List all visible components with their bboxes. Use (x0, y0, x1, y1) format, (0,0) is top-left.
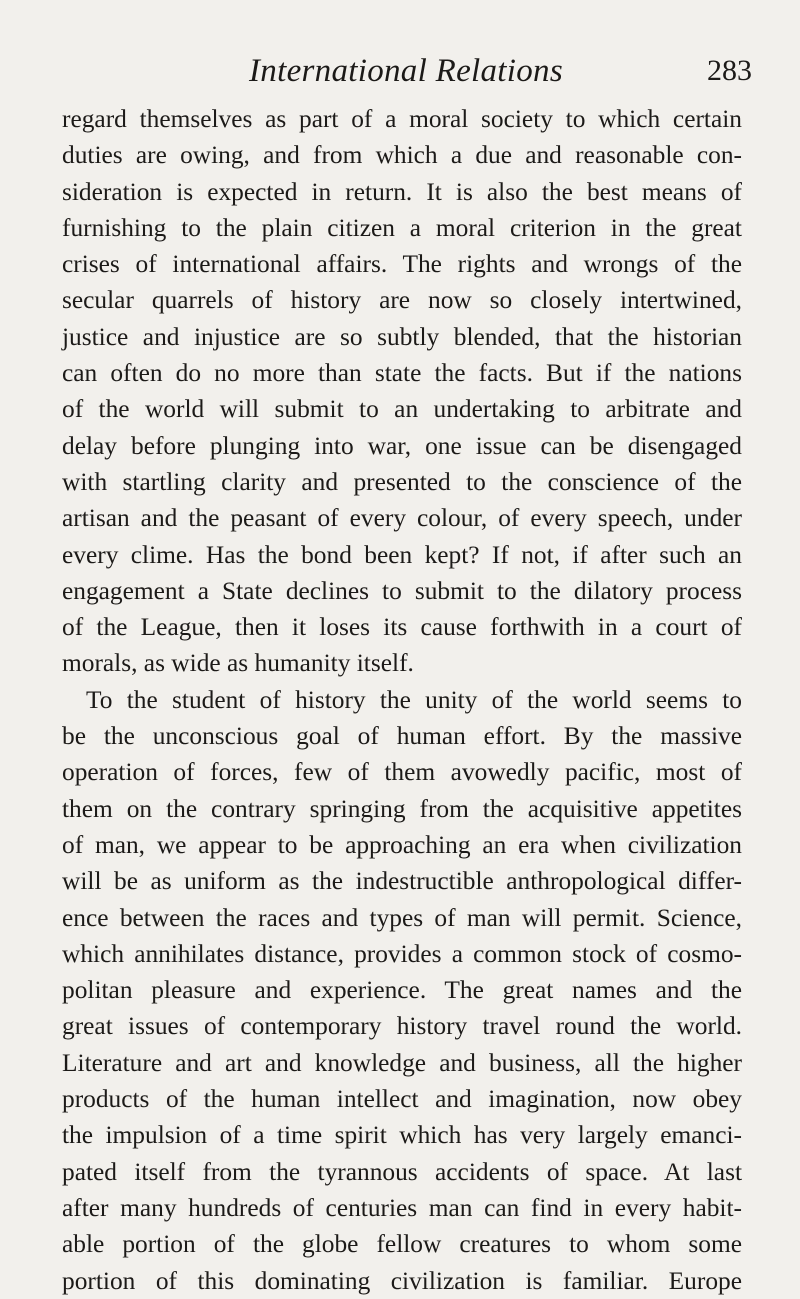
text-line: with startling clarity and presented to the conscience of the (62, 467, 742, 496)
text-line: delay before plunging into war, one issue can be disengaged (62, 431, 742, 460)
text-line: justice and injustice are so subtly blended, that the historian (62, 322, 742, 351)
text-line: duties are owing, and from which a due and reasonable con- (62, 141, 742, 170)
running-head (66, 46, 752, 96)
text-line: of the world will submit to an undertaking to arbitrate and (62, 395, 742, 424)
text-line: will be as uniform as the indestructible anthropological differ- (62, 867, 742, 896)
text-line: be the unconscious goal of human effort. By the massive (62, 722, 742, 751)
running-title: International Relations (249, 53, 563, 89)
text-line: of the League, then it loses its cause forthwith in a court of (62, 613, 742, 642)
text-line: products of the human intellect and imagination, now obey (62, 1085, 742, 1114)
text-line: them on the contrary springing from the acquisitive appetites (62, 794, 742, 823)
text-line: great issues of contemporary history travel round the world. (62, 1012, 742, 1041)
text-line: the impulsion of a time spirit which has very largely emanci- (62, 1121, 742, 1150)
text-line: of man, we appear to be approaching an era when civilization (62, 830, 742, 859)
paragraph-first-line: To the student of history the unity of the world seems to (86, 685, 742, 714)
text-line: pated itself from the tyrannous accidents of space. At last (62, 1157, 742, 1186)
text-line: secular quarrels of history are now so closely intertwined, (62, 286, 742, 315)
text-line: artisan and the peasant of every colour, of every speech, under (62, 504, 742, 533)
text-line: portion of this dominating civilization is familiar. Europe (62, 1266, 742, 1295)
text-line: Literature and art and knowledge and business, all the higher (62, 1048, 742, 1077)
text-line: which annihilates distance, provides a common stock of cosmo- (62, 939, 742, 968)
text-line: operation of forces, few of them avowedly pacific, most of (62, 758, 742, 787)
page-number: 283 (707, 54, 752, 87)
text-line: sideration is expected in return. It is also the best means of (62, 177, 742, 206)
text-line: ence between the races and types of man will permit. Science, (62, 903, 742, 932)
text-line: regard themselves as part of a moral society to which certain (62, 105, 742, 133)
text-line: engagement a State declines to submit to the dilatory process (62, 576, 742, 605)
text-line: politan pleasure and experience. The great names and the (62, 976, 742, 1005)
text-line: every clime. Has the bond been kept? If not, if after such an (62, 540, 742, 569)
body-text (62, 101, 742, 1299)
text-line: crises of international affairs. The rights and wrongs of the (62, 250, 742, 279)
text-line: can often do no more than state the facts. But if the nations (62, 359, 742, 388)
text-line: furnishing to the plain citizen a moral criterion in the great (62, 213, 742, 242)
text-line: after many hundreds of centuries man can find in every habit- (62, 1193, 742, 1222)
text-line: able portion of the globe fellow creatures to whom some (62, 1230, 742, 1259)
paragraph-last-line: morals, as wide as humanity itself. (62, 649, 414, 678)
